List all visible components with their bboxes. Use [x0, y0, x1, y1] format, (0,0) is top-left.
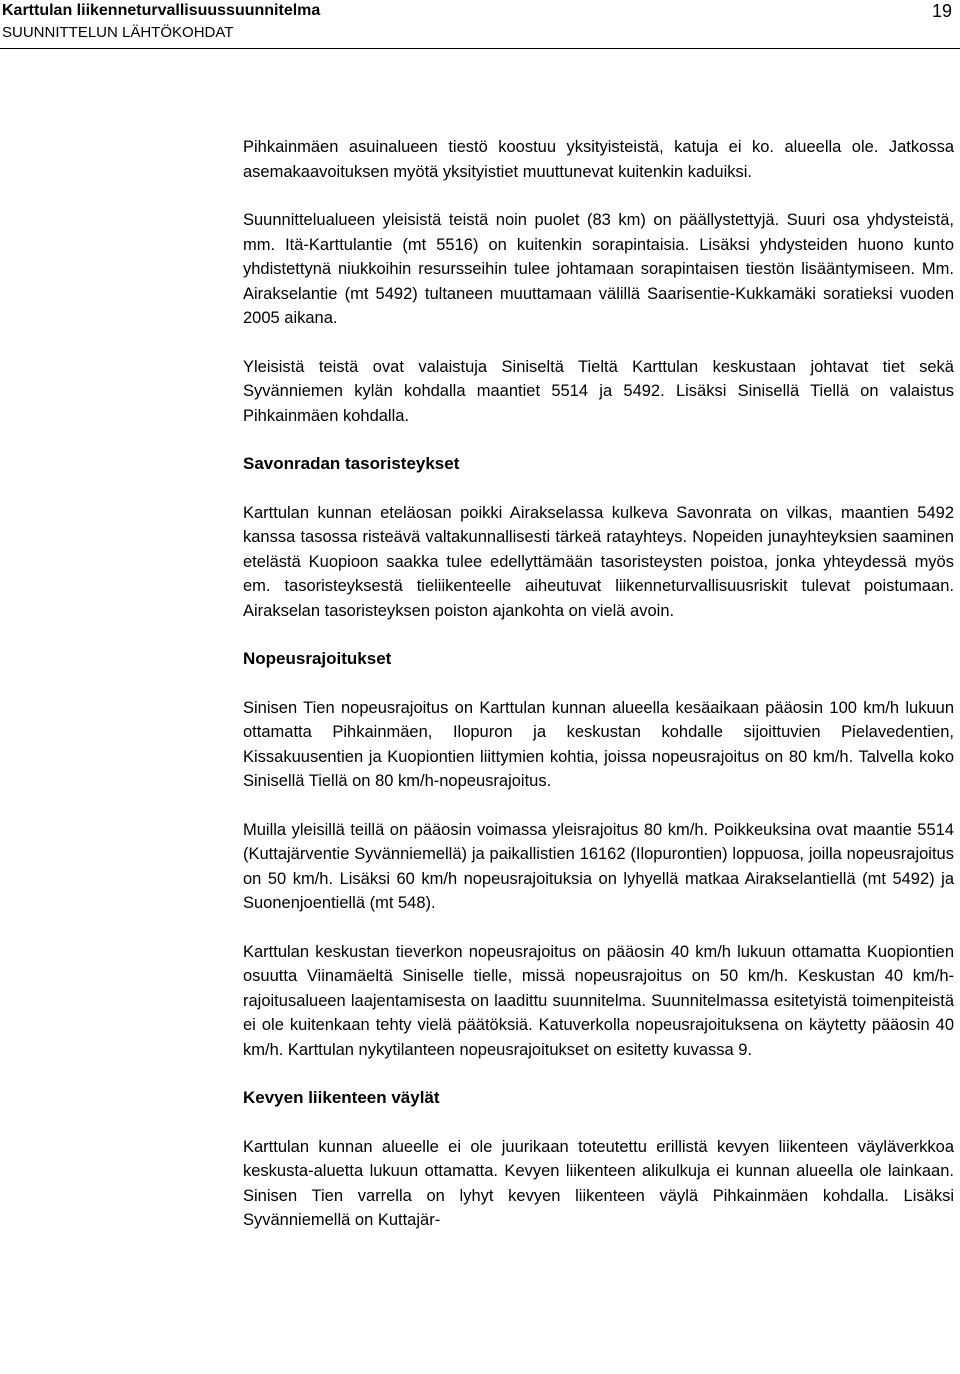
paragraph: Suunnittelualueen yleisistä teistä noin puolet (83 km) on päällystettyjä. Suuri osa yhdysteistä, mm. Itä-Karttulantie (mt 5516) on kuitenkin sorapintaisia. Lisäksi yhdysteiden huono kunto yhdistettynä niukkoihin resursseihin tulee johtamaan sorapintaisen tiestön lisääntymiseen. Mm. Airakselantie (mt 5492) tultaneen muuttamaan välillä Saarisentie-Kukkamäki soratieksi vuoden 2005 aikana.	[243, 211, 954, 327]
page-content	[243, 135, 954, 1257]
paragraph: Karttulan kunnan alueelle ei ole juurikaan toteutettu erillistä kevyen liikenteen väyläverkkoa keskusta-aluetta lukuun ottamatta. Kevyen liikenteen alikulkuja ei kunnan alueella ole lainkaan. Sinisen Tien varrella on lyhyt kevyen liikenteen väylä Pihkainmäen kohdalla. Lisäksi Syvänniemellä on Kuttajär-	[243, 1137, 954, 1229]
paragraph: Karttulan keskustan tieverkon nopeusrajoitus on pääosin 40 km/h lukuun ottamatta Kuopiontien osuutta Viinamäeltä Siniselle tielle, missä nopeusrajoitus on 50 km/h. Keskustan 40 km/h- rajoitusalueen laajentamisesta on laadittu suunnitelma. Suunnitelmassa esitetyistä toimenpiteistä ei ole kuitenkaan tehty vielä päätöksiä. Katuverkolla nopeusrajoituksena on käytetty pääosin 40 km/h. Karttulan nykytilanteen nopeusrajoitukset on esitetty kuvassa 9.	[243, 942, 954, 1059]
section-heading: Kevyen liikenteen väylät	[243, 1088, 440, 1107]
paragraph: Yleisistä teistä ovat valaistuja Siniseltä Tieltä Karttulan keskustaan johtavat tiet sekä Syvänniemen kylän kohdalla maantiet 5514 ja 5492. Lisäksi Sinisellä Tiellä on valaistus Pihkainmäen kohdalla.	[243, 357, 954, 425]
section-heading: Nopeusrajoitukset	[243, 649, 392, 668]
section-heading: Savonradan tasoristeykset	[243, 454, 460, 473]
page-header	[0, 0, 960, 52]
paragraph: Pihkainmäen asuinalueen tiestö koostuu yksityisteistä, katuja ei ko. alueella ole. Jatkossa asemakaavoituksen myötä yksityistiet muuttunevat kuitenkin kaduiksi.	[243, 138, 954, 181]
document-title: Karttulan liikenneturvallisuussuunnitelma	[2, 2, 321, 19]
paragraph: Muilla yleisillä teillä on pääosin voimassa yleisrajoitus 80 km/h. Poikkeuksina ovat maantie 5514 (Kuttajärventie Syvänniemellä) ja paikallistien 16162 (Ilopurontien) loppuosa, joilla nopeusrajoitus on 50 km/h. Lisäksi 60 km/h nopeusrajoituksia on lyhyellä matkaa Airakselantiellä (mt 5492) ja Suonenjoentiellä (mt 548).	[243, 820, 954, 912]
page-number: 19	[931, 1, 952, 21]
paragraph: Karttulan kunnan eteläosan poikki Airakselassa kulkeva Savonrata on vilkas, maantien 5492 kanssa tasossa risteävä valtakunnallisesti tärkeä ratayhteys. Nopeiden junayhteyksien saaminen etelästä Kuopioon saakka tulee edellyttämään tasoristeysten poistoa, jonka yhteydessä myös em. tasoristeyksestä tieliikenteelle aiheutuvat liikenneturvallisuusriskit tulevat poistumaan. Airakselan tasoristeyksen poiston ajankohta on vielä avoin.	[243, 503, 954, 620]
header-divider	[0, 48, 960, 49]
section-title: SUUNNITTELUN LÄHTÖKOHDAT	[2, 24, 234, 41]
paragraph: Sinisen Tien nopeusrajoitus on Karttulan kunnan alueella kesäaikaan pääosin 100 km/h lukuun ottamatta Pihkainmäen, Ilopuron ja keskustan kohdalle sijoittuvien Pielavedentien, Kissakuusentien ja Kuopiontien liittymien kohtia, joissa nopeusrajoitus on 80 km/h. Talvella koko Sinisellä Tiellä on 80 km/h-nopeusrajoitus.	[243, 698, 954, 790]
